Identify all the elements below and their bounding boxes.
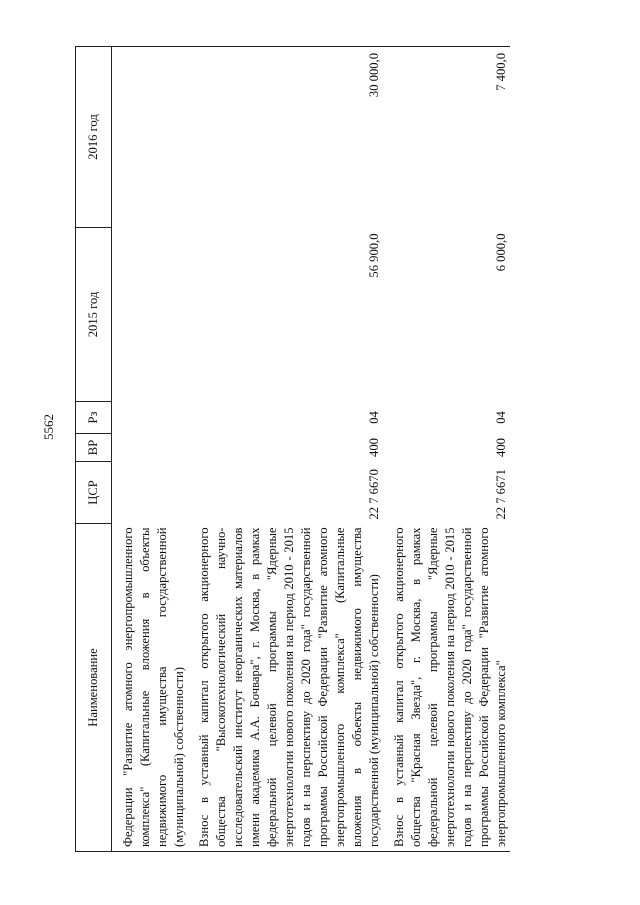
row-2015: 56 900,0 — [367, 233, 381, 278]
row-2015 — [120, 228, 188, 402]
row-rz: 04 — [367, 411, 381, 424]
table-row — [196, 47, 383, 852]
row-name: Федерации "Развитие атомного энергопромышленного комплекса" (Капитальные вложения в объекты недвижимого имущества государственной (муниципальной) собственности) — [120, 524, 188, 852]
row-rz: 04 — [494, 411, 508, 424]
row-vr — [120, 434, 188, 462]
header-rz: Рз — [76, 402, 112, 434]
table-row — [391, 47, 510, 852]
header-vr: ВР — [76, 434, 112, 462]
row-name: Взнос в уставный капитал открытого акционерного общества "Высокотехнологический научно-исследовательский институт неорганических материалов имени академика А.А. Бочвара", г. Москва, в рамках федеральной целевой программы "Ядерные энерготехнологии нового поколения на период 2010 - 2015 годов и на перспективу до 2020 года" государственной программы Российской Федерации "Развитие атомного энергопромышленного комплекса" (Капитальные вложения в объекты недвижимого имущества государственной (муниципальной) собственности) — [196, 524, 383, 852]
row-2016: 30 000,0 — [196, 47, 383, 228]
budget-table-grid — [75, 46, 510, 852]
row-2016 — [120, 47, 188, 228]
row-rz — [120, 402, 188, 434]
table-row — [120, 47, 188, 852]
header-2016: 2016 год — [76, 47, 112, 228]
row-name: Взнос в уставный капитал открытого акционерного общества "Красная Звезда", г. Москва, в рамках федеральной целевой программы "Ядерные энерготехнологии нового поколения на период 2010 - 2015 годов и на перспективу до 2020 года" государственной программы Российской Федерации "Развитие атомного энергопромышленного комплекса" — [391, 524, 510, 852]
row-vr: 400 — [494, 438, 508, 457]
row-2015: 6 000,0 — [494, 233, 508, 272]
header-csr: ЦСР — [76, 462, 112, 524]
row-vr: 400 — [367, 438, 381, 457]
row-csr: 22 7 6670 — [367, 469, 381, 520]
row-csr — [120, 462, 188, 524]
row-2016: 7 400,0 — [391, 47, 510, 228]
header-name: Наименование — [76, 524, 112, 852]
row-csr: 22 7 6671 — [494, 469, 508, 520]
header-row — [76, 47, 112, 852]
page-number: 5562 — [41, 414, 56, 440]
budget-table — [75, 47, 595, 852]
header-2015: 2015 год — [76, 228, 112, 402]
